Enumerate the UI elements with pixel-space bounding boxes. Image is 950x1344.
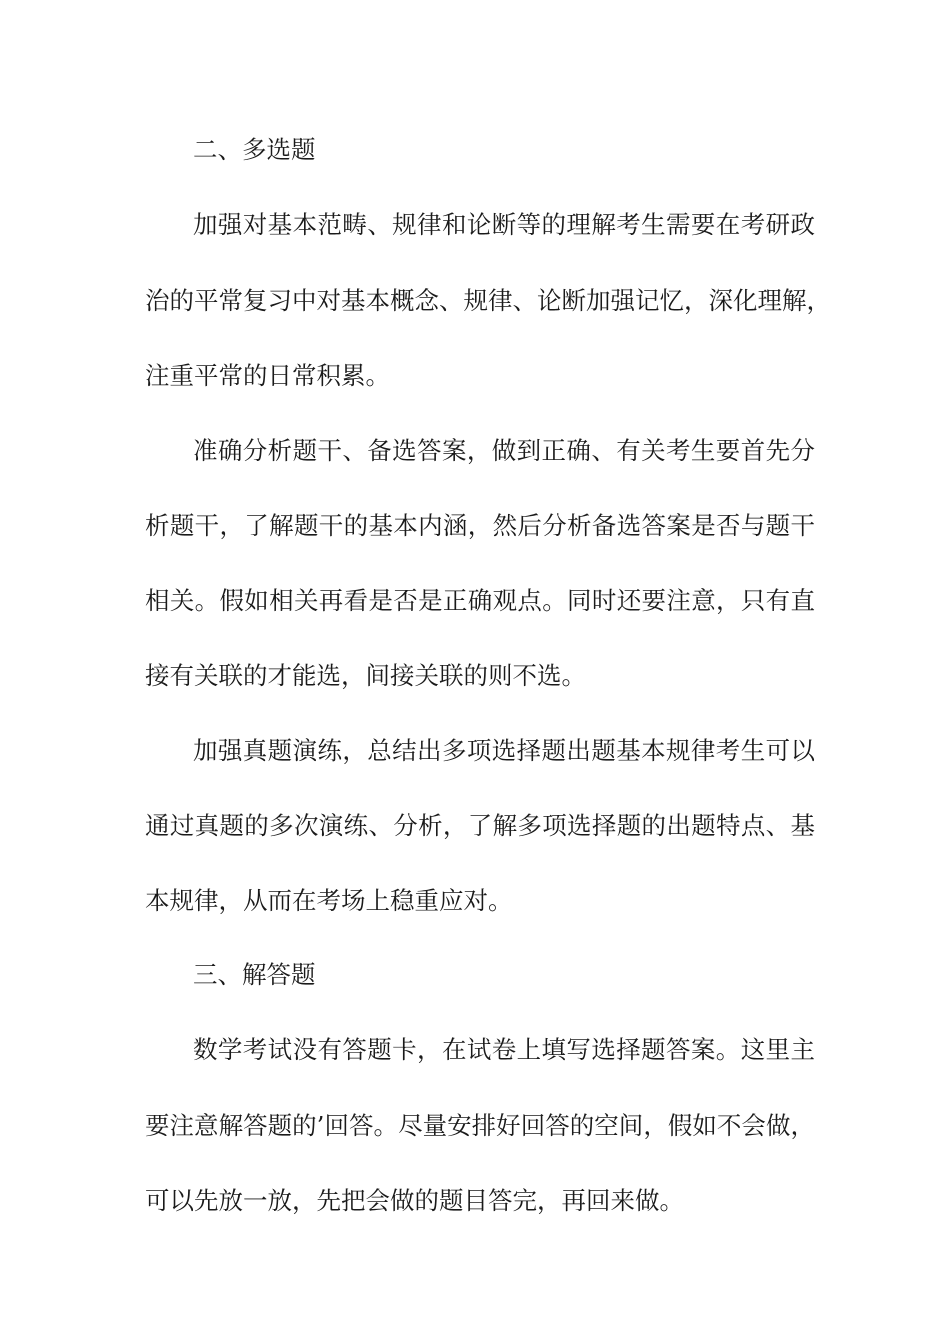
paragraph-line: 准确分析题干、备选答案，做到正确、有关考生要首先分 [193,436,815,465]
paragraph-line: 加强真题演练，总结出多项选择题出题基本规律考生可以 [193,736,815,765]
paragraph-line: 可以先放一放，先把会做的题目答完，再回来做。 [145,1186,684,1215]
paragraph-line: 加强对基本范畴、规律和论断等的理解考生需要在考研政 [193,210,815,239]
section-heading-multiple-choice: 二、多选题 [193,135,316,164]
paragraph-line: 接有关联的才能选，间接关联的则不选。 [145,661,586,690]
paragraph-line: 通过真题的多次演练、分析，了解多项选择题的出题特点、基 [145,811,815,840]
paragraph-line: 要注意解答题的’回答。尽量安排好回答的空间，假如不会做， [145,1111,815,1140]
section-heading-answer-questions: 三、解答题 [193,960,316,989]
paragraph-line: 治的平常复习中对基本概念、规律、论断加强记忆，深化理解， [145,286,831,315]
paragraph-line: 注重平常的日常积累。 [145,361,390,390]
paragraph-line: 相关。假如相关再看是否是正确观点。同时还要注意，只有直 [145,586,815,615]
paragraph-line: 析题干，了解题干的基本内涵，然后分析备选答案是否与题干 [145,511,815,540]
paragraph-line: 数学考试没有答题卡，在试卷上填写选择题答案。这里主 [193,1035,815,1064]
paragraph-line: 本规律，从而在考场上稳重应对。 [145,886,513,915]
